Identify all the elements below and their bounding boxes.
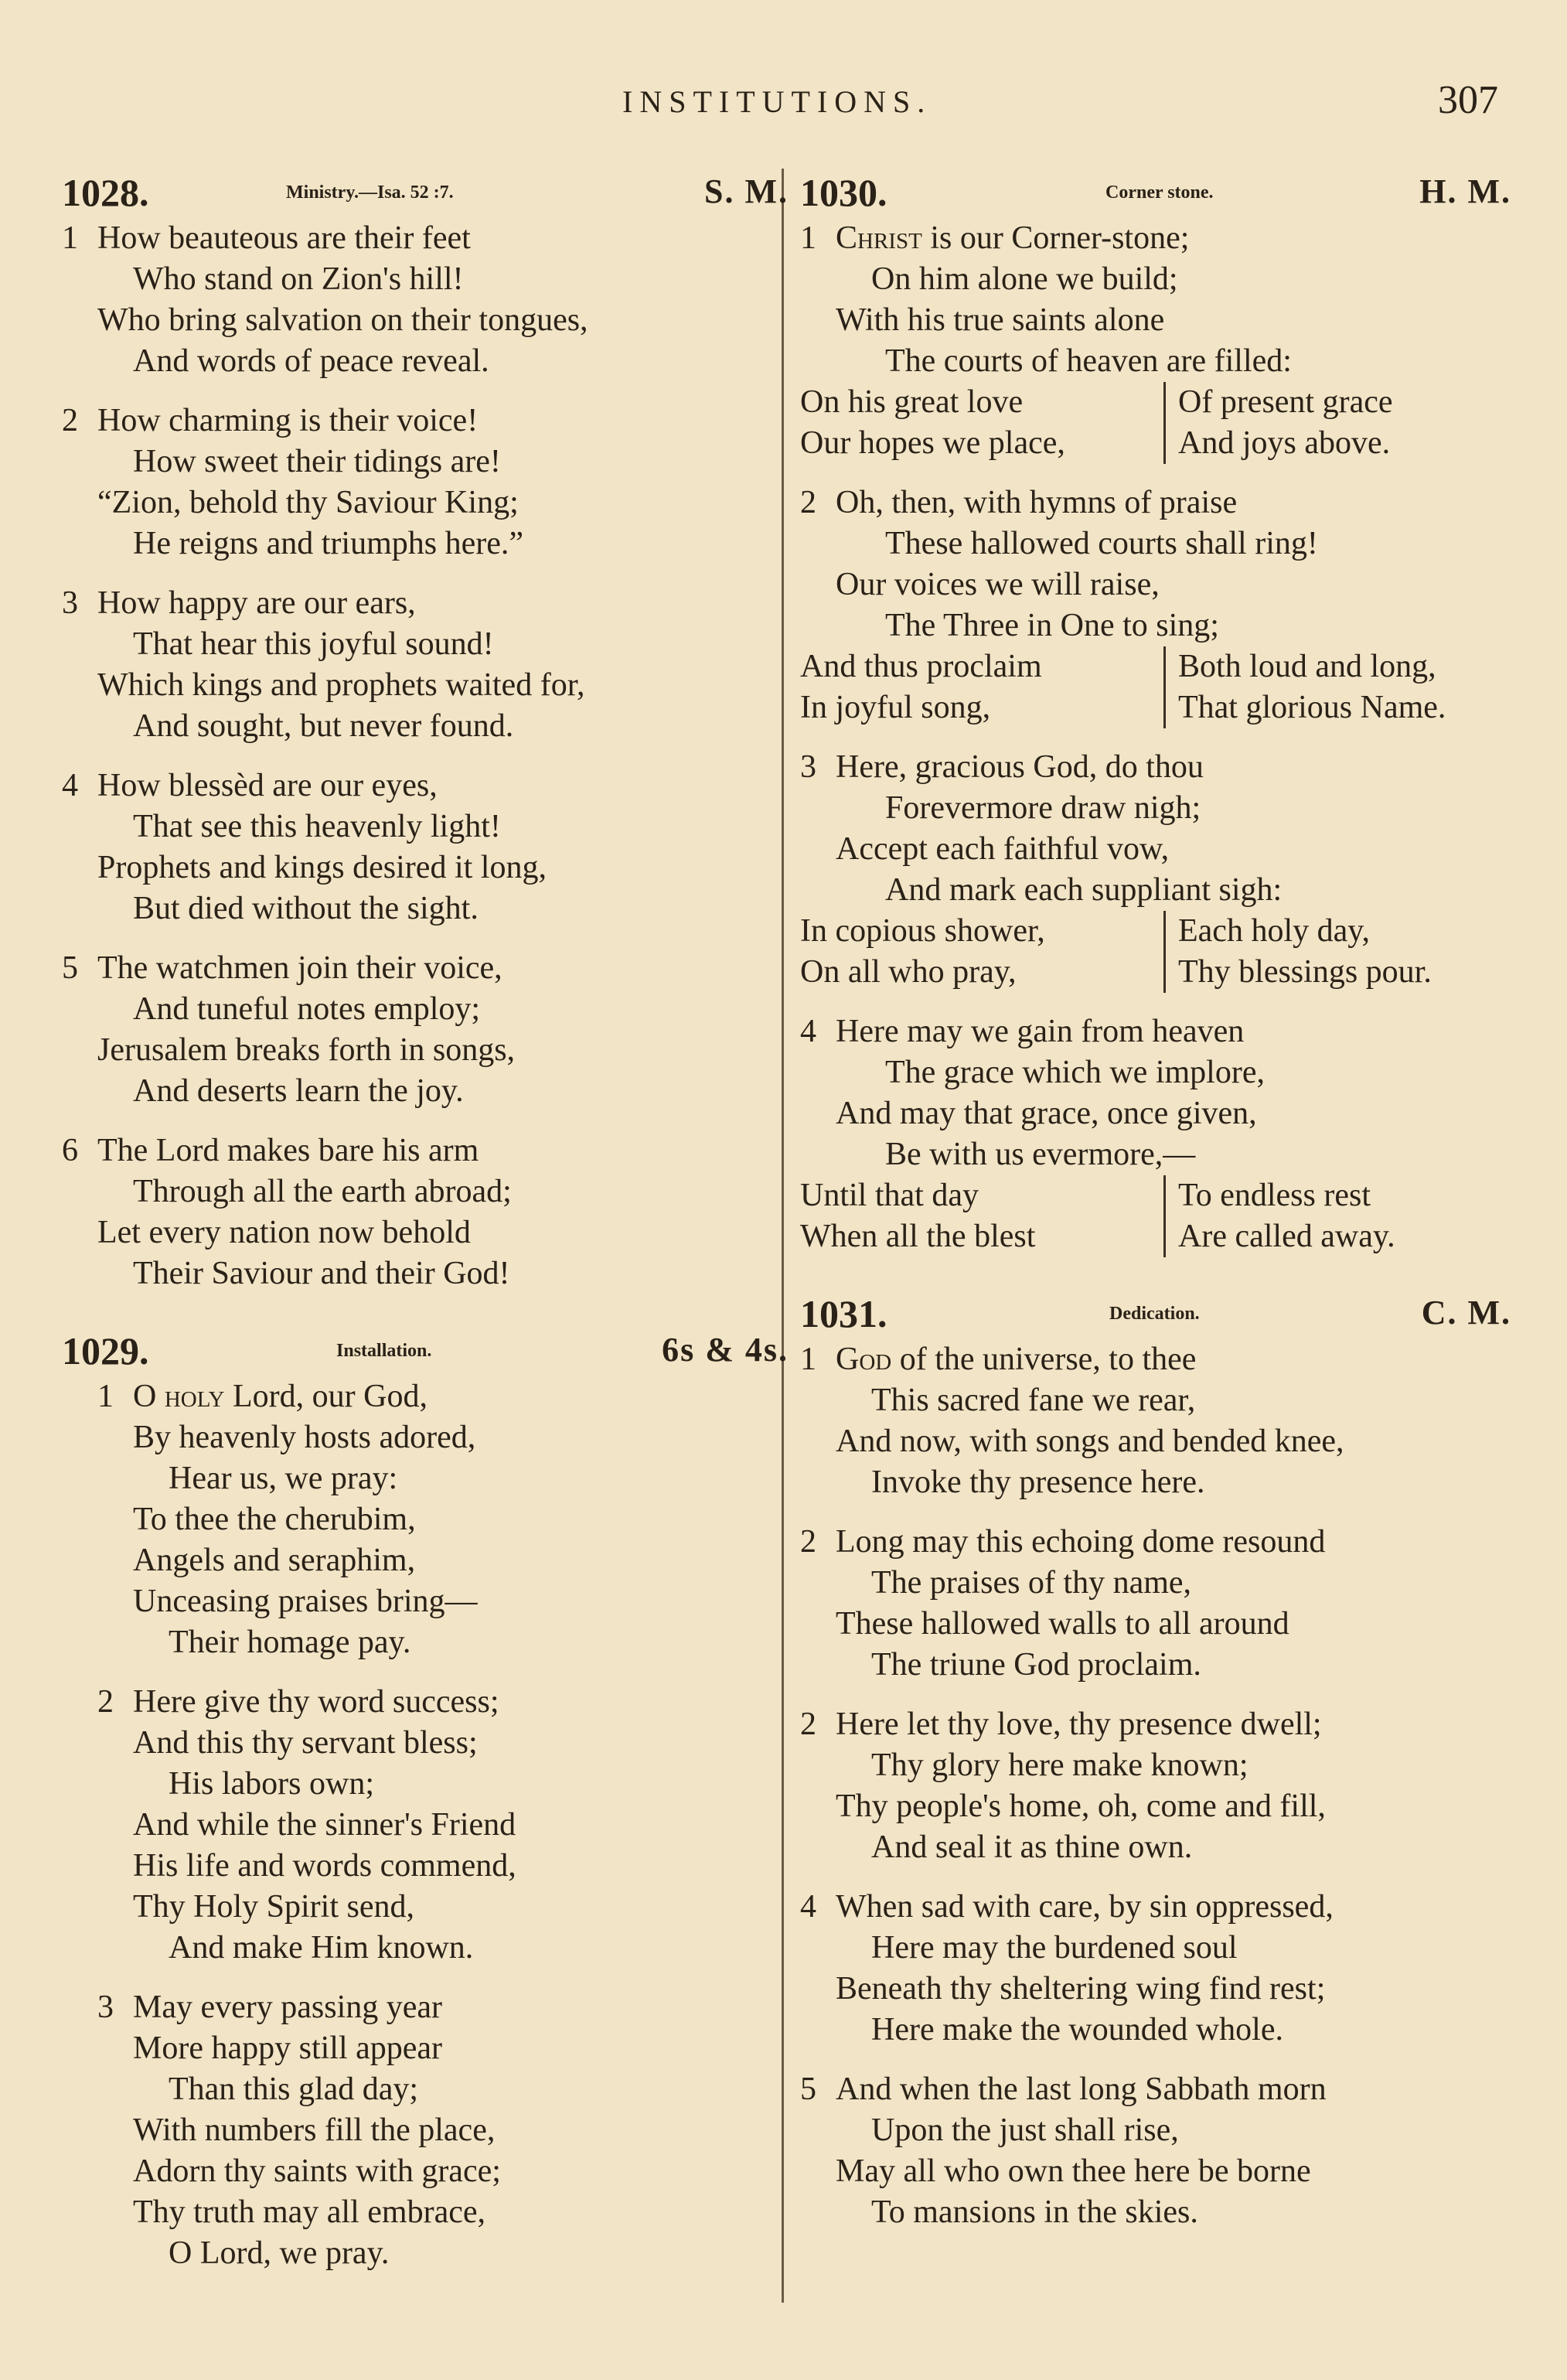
- split-couplet: [800, 911, 1511, 952]
- hymn-subject: Installation.: [336, 1341, 432, 1361]
- verse-line: And make Him known.: [169, 1930, 474, 1966]
- stanza-number: 3: [800, 749, 816, 785]
- hymn-header: [62, 170, 789, 218]
- verse-line: 4 How blessèd are our eyes,: [62, 765, 789, 806]
- verse-line: But died without the sight.: [133, 891, 479, 926]
- split-couplet: [800, 1216, 1511, 1257]
- stanza: [800, 747, 1511, 993]
- verse-line: Unceasing praises bring—: [133, 1584, 478, 1619]
- hymn-meter: 6s & 4s.: [662, 1331, 789, 1369]
- verse-line: With his true saints alone: [836, 302, 1165, 338]
- verse-line: Than this glad day;: [169, 2071, 419, 2107]
- verse-line: 1 Christ is our Corner-stone;: [800, 218, 1511, 259]
- verse-line: 5 And when the last long Sabbath morn: [800, 2069, 1511, 2110]
- hymn-meter: H. M.: [1419, 172, 1511, 210]
- stanza: [62, 948, 789, 1112]
- split-left: When all the blest: [800, 1219, 1036, 1254]
- stanza: [800, 1887, 1511, 2051]
- verse-line: The Three in One to sing;: [885, 608, 1219, 643]
- verse-line: Invoke thy presence here.: [871, 1464, 1205, 1500]
- verse-line: Upon the just shall rise,: [871, 2112, 1179, 2148]
- verse-line: Who bring salvation on their tongues,: [97, 302, 588, 338]
- verse-line: These hallowed walls to all around: [836, 1606, 1289, 1642]
- split-couplet: [800, 687, 1511, 728]
- verse-line: 5 The watchmen join their voice,: [62, 948, 789, 989]
- stanza: [800, 1339, 1511, 1503]
- verse-line: 2 Here give thy word success;: [62, 1682, 789, 1723]
- left-column: [62, 170, 789, 2308]
- verse-line: Which kings and prophets waited for,: [97, 667, 585, 703]
- hymn-subject: Corner stone.: [1105, 182, 1214, 203]
- hymn-number: 1028.: [62, 171, 149, 214]
- verse-line: Let every nation now behold: [97, 1215, 471, 1250]
- stanza: [800, 2069, 1511, 2233]
- verse-line: And while the sinner's Friend: [133, 1807, 516, 1843]
- verse-line: Thy truth may all embrace,: [133, 2194, 485, 2230]
- verse-line: Prophets and kings desired it long,: [97, 850, 547, 885]
- hymn-meter: S. M.: [704, 172, 789, 210]
- stanza-number: 1: [97, 1379, 114, 1414]
- verse-line: He reigns and triumphs here.”: [133, 526, 524, 561]
- stanza: [62, 583, 789, 747]
- hymn-subject: Dedication.: [1109, 1304, 1200, 1324]
- stanza-number: 5: [800, 2071, 816, 2107]
- stanza: [800, 1522, 1511, 1686]
- hymn-header: [800, 1291, 1511, 1339]
- verse-line: To thee the cherubim,: [133, 1502, 416, 1537]
- verse-line: How sweet their tidings are!: [133, 444, 501, 479]
- verse-line: 3 How happy are our ears,: [62, 583, 789, 624]
- verse-line: 2 Oh, then, with hymns of praise: [800, 482, 1511, 523]
- hymn-1030: [800, 170, 1511, 1257]
- verse-line: Be with us evermore,—: [885, 1137, 1196, 1172]
- verse-line: 1 How beauteous are their feet: [62, 218, 789, 259]
- stanza: [62, 1376, 789, 1663]
- verse-line: Their Saviour and their God!: [133, 1256, 510, 1291]
- verse-line: Forevermore draw nigh;: [885, 790, 1201, 826]
- hymn-number: 1029.: [62, 1329, 149, 1372]
- split-couplet: [800, 952, 1511, 993]
- split-right: Both loud and long,: [1163, 646, 1436, 687]
- verse-line: “Zion, behold thy Saviour King;: [97, 485, 519, 520]
- stanza-number: 2: [62, 403, 78, 438]
- verse-line: And may that grace, once given,: [836, 1096, 1257, 1131]
- split-couplet: [800, 1175, 1511, 1216]
- verse-line: Here make the wounded whole.: [871, 2012, 1283, 2048]
- hymn-number: 1030.: [800, 171, 887, 214]
- verse-line: May all who own thee here be borne: [836, 2153, 1311, 2189]
- verse-line: These hallowed courts shall ring!: [885, 526, 1318, 561]
- verse-line: To mansions in the skies.: [871, 2194, 1198, 2230]
- verse-line: Hear us, we pray:: [169, 1461, 398, 1496]
- stanza: [62, 1682, 789, 1969]
- verse-line: And sought, but never found.: [133, 708, 514, 744]
- verse-line: And mark each suppliant sigh:: [885, 872, 1283, 908]
- split-right: That glorious Name.: [1163, 687, 1446, 728]
- verse-line: O Lord, we pray.: [169, 2235, 390, 2271]
- split-couplet: [800, 646, 1511, 687]
- verse-line: 1 God of the universe, to thee: [800, 1339, 1511, 1380]
- verse-line: The grace which we implore,: [885, 1055, 1265, 1090]
- split-left: Until that day: [800, 1178, 979, 1213]
- verse-line: 6 The Lord makes bare his arm: [62, 1130, 789, 1171]
- stanza-number: 4: [62, 768, 78, 803]
- verse-line: 3 Here, gracious God, do thou: [800, 747, 1511, 788]
- hymn-subject: Ministry.—Isa. 52 :7.: [286, 182, 454, 203]
- split-right: Of present grace: [1163, 382, 1393, 423]
- verse-line: His life and words commend,: [133, 1848, 516, 1884]
- stanza: [800, 1011, 1511, 1257]
- split-couplet: [800, 382, 1511, 423]
- verse-line: That see this heavenly light!: [133, 809, 501, 844]
- verse-line: Our voices we will raise,: [836, 567, 1160, 602]
- split-couplet: [800, 423, 1511, 464]
- verse-line: Their homage pay.: [169, 1625, 411, 1660]
- verse-line: And now, with songs and bended knee,: [836, 1424, 1344, 1459]
- stanza: [62, 218, 789, 382]
- split-left: On his great love: [800, 384, 1024, 420]
- verse-line: Adorn thy saints with grace;: [133, 2153, 501, 2189]
- verse-line: The praises of thy name,: [871, 1565, 1192, 1601]
- hymn-number: 1031.: [800, 1292, 887, 1335]
- verse-line: That hear this joyful sound!: [133, 626, 494, 662]
- verse-line: And deserts learn the joy.: [133, 1073, 464, 1109]
- verse-line: On him alone we build;: [871, 261, 1178, 297]
- verse-line: Angels and seraphim,: [133, 1543, 416, 1578]
- verse-line: And this thy servant bless;: [133, 1725, 478, 1761]
- stanza: [62, 1130, 789, 1294]
- split-right: And joys above.: [1163, 423, 1390, 464]
- stanza-number: 2: [800, 1707, 816, 1742]
- verse-line: Thy Holy Spirit send,: [133, 1889, 414, 1925]
- split-left: Our hopes we place,: [800, 425, 1065, 461]
- verse-line: This sacred fane we rear,: [871, 1383, 1196, 1418]
- verse-line: Accept each faithful vow,: [836, 831, 1170, 867]
- verse-line: 2 Here let thy love, thy presence dwell;: [800, 1704, 1511, 1745]
- verse-line: And seal it as thine own.: [871, 1829, 1193, 1865]
- verse-line: More happy still appear: [133, 2031, 443, 2066]
- stanza-number: 2: [97, 1684, 114, 1720]
- verse-line: 4 Here may we gain from heaven: [800, 1011, 1511, 1052]
- verse-line: 2 Long may this echoing dome resound: [800, 1522, 1511, 1563]
- split-right: Thy blessings pour.: [1163, 952, 1432, 993]
- stanza-number: 2: [800, 1524, 816, 1560]
- verse-line: Beneath thy sheltering wing find rest;: [836, 1971, 1326, 2007]
- hymn-meter: C. M.: [1421, 1294, 1511, 1332]
- split-left: And thus proclaim: [800, 649, 1042, 684]
- stanza-number: 6: [62, 1133, 78, 1168]
- running-title: INSTITUTIONS.: [622, 84, 932, 119]
- verse-line: 4 When sad with care, by sin oppressed,: [800, 1887, 1511, 1928]
- stanza: [62, 401, 789, 564]
- verse-line: Thy glory here make known;: [871, 1747, 1248, 1783]
- verse-line: 2 How charming is their voice!: [62, 401, 789, 442]
- verse-line: Through all the earth abroad;: [133, 1174, 512, 1209]
- hymn-header: [62, 1328, 789, 1376]
- stanza: [800, 1704, 1511, 1868]
- stanza-number: 3: [62, 585, 78, 621]
- verse-line: The courts of heaven are filled:: [885, 343, 1292, 379]
- verse-line: And tuneful notes employ;: [133, 991, 481, 1027]
- right-column: [800, 170, 1511, 2267]
- stanza-number: 1: [62, 220, 78, 256]
- split-right: To endless rest: [1163, 1175, 1371, 1216]
- stanza-number: 5: [62, 950, 78, 986]
- stanza-number: 4: [800, 1889, 816, 1925]
- verse-line: And words of peace reveal.: [133, 343, 489, 379]
- stanza: [62, 1987, 789, 2274]
- stanza: [800, 482, 1511, 728]
- verse-line: Who stand on Zion's hill!: [133, 261, 464, 297]
- hymn-1028: [62, 170, 789, 1294]
- hymn-header: [800, 170, 1511, 218]
- stanza-number: 1: [800, 220, 816, 256]
- split-right: Are called away.: [1163, 1216, 1395, 1257]
- split-left: On all who pray,: [800, 954, 1017, 990]
- verse-line: Here may the burdened soul: [871, 1930, 1238, 1966]
- hymn-1031: [800, 1291, 1511, 2233]
- verse-line: The triune God proclaim.: [871, 1647, 1201, 1683]
- running-head: [0, 77, 1567, 131]
- split-left: In joyful song,: [800, 690, 991, 725]
- stanza-number: 1: [800, 1342, 816, 1377]
- verse-line: 3 May every passing year: [62, 1987, 789, 2028]
- verse-line: Jerusalem breaks forth in songs,: [97, 1032, 516, 1068]
- verse-line: Thy people's home, oh, come and fill,: [836, 1788, 1326, 1824]
- stanza-number: 3: [97, 1990, 114, 2025]
- stanza: [800, 218, 1511, 464]
- hymn-1029: [62, 1328, 789, 2274]
- stanza: [62, 765, 789, 929]
- stanza-number: 4: [800, 1014, 816, 1049]
- split-right: Each holy day,: [1163, 911, 1370, 952]
- verse-line: With numbers fill the place,: [133, 2112, 496, 2148]
- split-left: In copious shower,: [800, 913, 1045, 949]
- verse-line: By heavenly hosts adored,: [133, 1420, 476, 1455]
- page-number: 307: [1438, 78, 1498, 122]
- stanza-number: 2: [800, 485, 816, 520]
- verse-line: His labors own;: [169, 1766, 374, 1802]
- verse-line: 1 O holy Lord, our God,: [62, 1376, 789, 1417]
